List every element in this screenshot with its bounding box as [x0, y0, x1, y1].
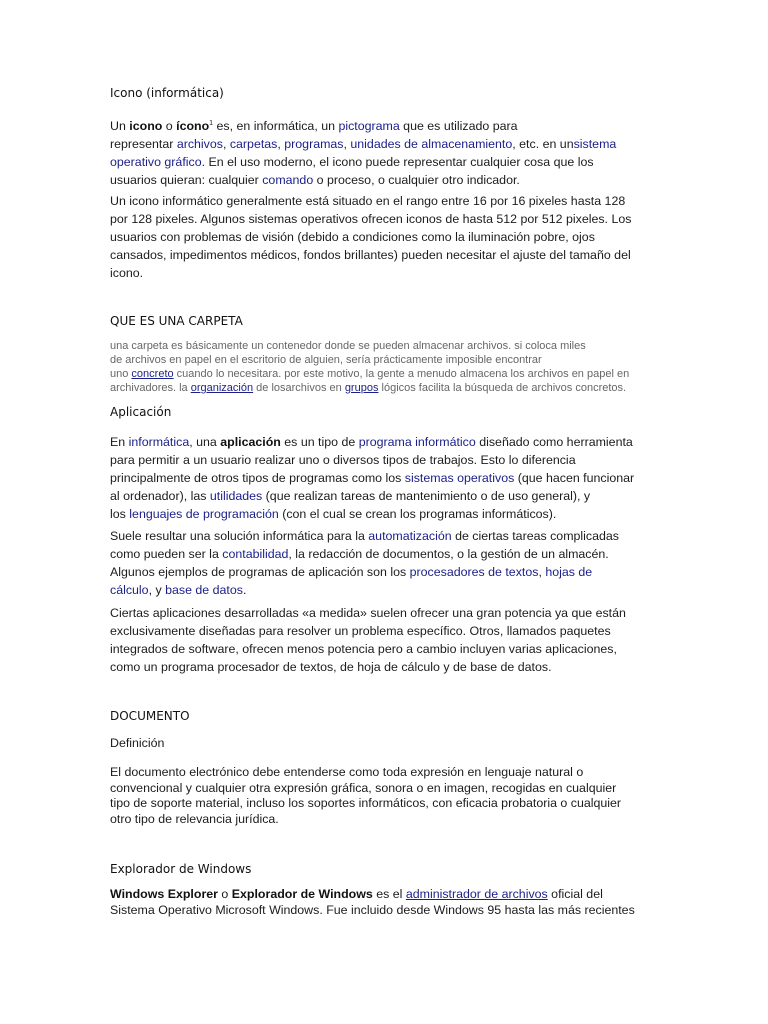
link-pictograma[interactable]: pictograma — [338, 119, 400, 134]
paragraph-aplicacion-definition: En informática, una aplicación es un tipo de programa informático diseñado como herramienta para permitir a un usuario realizar uno o diversos tipos de trabajos. Esto lo diferencia principalmente de otros tipos de programas como los sistemas operativos (que hacen funcionar al ordenador), las utilidades (que realizan tareas de mantenimiento o de uso general), y los lenguajes de programación (con el cual se crean los programas informáticos). — [110, 435, 635, 521]
paragraph-carpeta: una carpeta es básicamente un contenedor donde se pueden almacenar archivos. si coloca miles de archivos en papel en el escritorio de alguien, sería prácticamente imposible encontrar uno concreto cuando lo necesitara. por este motivo, la gente a menudo almacena los archivos en papel en archivadores. la organización de losarchivos en grupos lógicos facilita la búsqueda de archivos concretos. — [110, 340, 630, 394]
heading-documento: DOCUMENTO — [110, 709, 190, 723]
heading-carpeta: QUE ES UNA CARPETA — [110, 314, 243, 328]
link-programa-informatico[interactable]: programa informático — [358, 435, 476, 449]
link-sistema[interactable]: sistema — [573, 137, 617, 152]
paragraph-explorador: Windows Explorer o Explorador de Windows es el administrador de archivos oficial del Sistema Operativo Microsoft Windows. Fue incluido desde Windows 95 hasta las más recientes — [110, 887, 635, 917]
link-procesadores-textos[interactable]: procesadores de textos — [409, 565, 539, 579]
paragraph-icono-size: Un icono informático generalmente está situado en el rango entre 16 por 16 pixeles hasta 128 por 128 pixeles. Algunos sistemas operativos ofrecen iconos de hasta 512 por 512 pixeles. Los usuarios con problemas de visión (debido a condiciones como la iluminación pobre, ojos cansados, impedimentos médicos, fondos brillantes) pueden necesitar el ajuste del tamaño del icono. — [110, 194, 632, 280]
link-unidades-almacenamiento[interactable]: unidades de almacenamiento — [350, 137, 513, 152]
link-archivos[interactable]: archivos — [176, 137, 223, 152]
link-programas[interactable]: programas — [284, 137, 344, 152]
heading-icono: Icono (informática) — [110, 86, 224, 100]
heading-explorador: Explorador de Windows — [110, 862, 252, 876]
link-concreto[interactable]: concreto — [131, 368, 174, 380]
link-carpetas[interactable]: carpetas — [229, 137, 278, 152]
link-automatizacion[interactable]: automatización — [368, 529, 452, 543]
link-operativo-grafico[interactable]: operativo gráfico — [110, 155, 202, 170]
paragraph-aplicacion-ejemplos: Suele resultar una solución informática para la automatización de ciertas tareas complicadas como pueden ser la contabilidad, la redacción de documentos, o la gestión de un almacén. Algunos ejemplos de programas de aplicación son los procesadores de textos, hojas de cálculo, y base de datos. — [110, 529, 619, 597]
link-hojas-calculo-cont[interactable]: cálculo — [110, 583, 149, 597]
link-informatica[interactable]: informática — [128, 435, 190, 449]
subheading-definicion: Definición — [110, 736, 165, 750]
link-organizacion[interactable]: organización — [190, 382, 254, 394]
heading-aplicacion: Aplicación — [110, 405, 172, 419]
link-comando[interactable]: comando — [262, 173, 314, 188]
link-base-datos[interactable]: base de datos — [165, 583, 243, 597]
link-lenguajes-programacion[interactable]: lenguajes de programación — [129, 507, 279, 521]
link-grupos[interactable]: grupos — [344, 382, 379, 394]
link-hojas-calculo[interactable]: hojas de — [545, 565, 593, 579]
paragraph-icono-definition: Un icono o ícono$^1$ es, en informática, un pictograma que es utilizado para representar archivos, carpetas, programas, unidades de almacenamiento, etc. en unsistema operativo gráfico. En el uso moderno, el icono puede representar cualquier cosa que los usuarios quieran: cualquier comando o proceso, o cualquier otro indicador. — [110, 119, 617, 188]
link-utilidades[interactable]: utilidades — [209, 489, 263, 503]
link-sistemas-operativos[interactable]: sistemas operativos — [404, 471, 515, 485]
link-contabilidad[interactable]: contabilidad — [222, 547, 289, 561]
paragraph-aplicacion-medida: Ciertas aplicaciones desarrolladas «a medida» suelen ofrecer una gran potencia ya que están exclusivamente diseñadas para resolver un problema específico. Otros, llamados paquetes integrados de software, ofrecen menos potencia pero a cambio incluyen varias aplicaciones, como un programa procesador de textos, de hoja de cálculo y de base de datos. — [110, 606, 626, 674]
paragraph-documento: El documento electrónico debe entenderse como toda expresión en lenguaje natural o convencional y cualquier otra expresión gráfica, sonora o en imagen, recogidas en cualquier tipo de soporte material, incluso los soportes informáticos, con eficacia probatoria o cualquier otro tipo de relevancia jurídica. — [110, 765, 622, 826]
link-administrador-archivos[interactable]: administrador de archivos — [405, 887, 548, 901]
